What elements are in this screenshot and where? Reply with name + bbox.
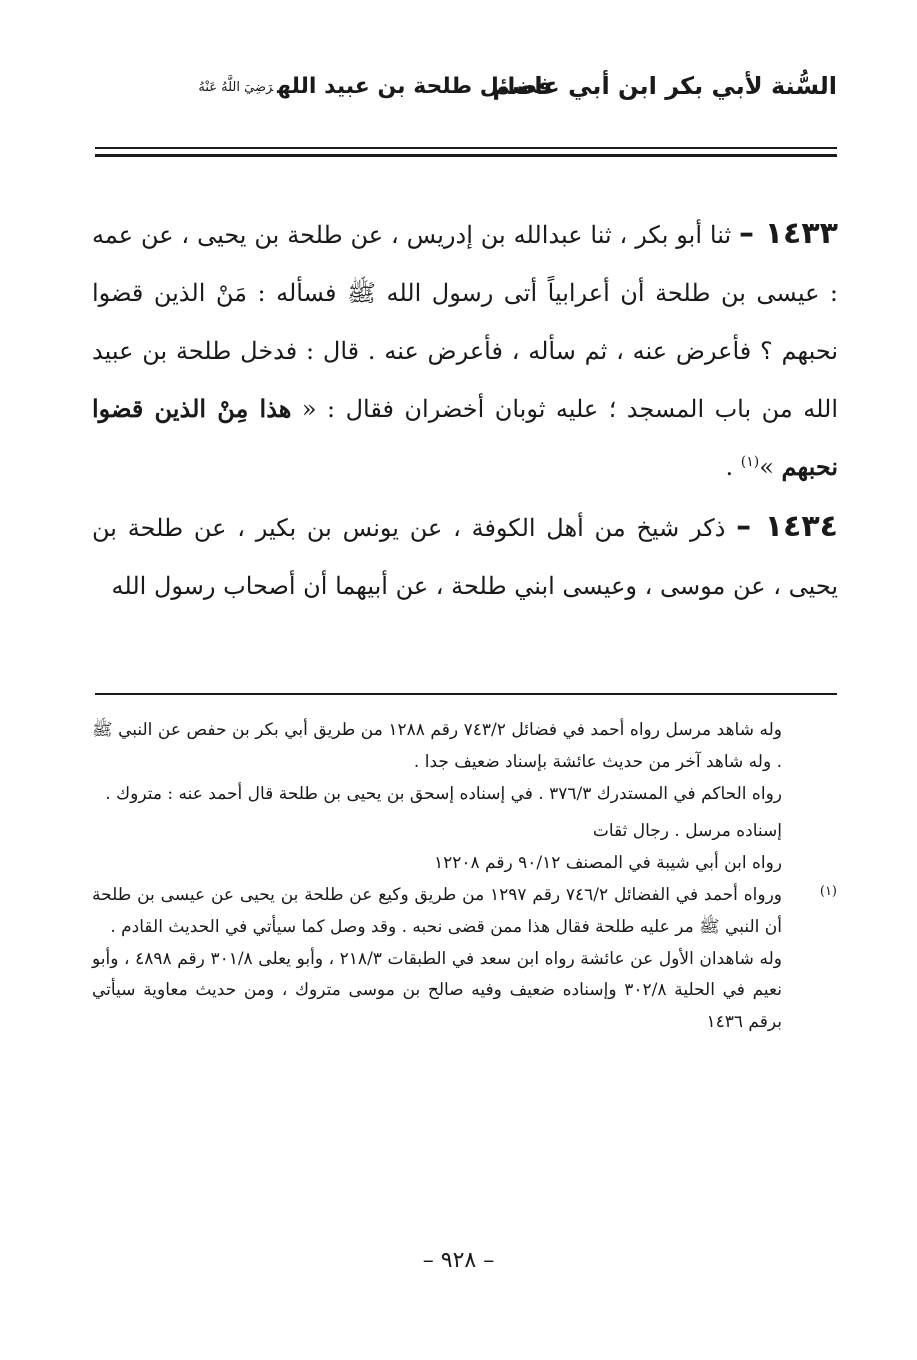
footnote-line: وله شاهدان الأول عن عائشة رواه ابن سعد في الطبقات ٢١٨/٣ ، وأبو يعلى ٣٠١/٨ رقم ٤٨٩٨ ، وأبو نعيم في الحلية ٣٠٢/٨ وإسناده ضعيف وفيه صالح بن موسى متروك ، ومن حديث معاوية سيأتي برقم ١٤٣٦: [92, 948, 782, 1033]
footnote-separator: [95, 693, 837, 695]
chapter-title: [198, 74, 552, 99]
hadith-1433-text: ثنا أبو بكر ، ثنا عبدالله بن إدريس ، عن طلحة بن يحيى ، عن عمه : عيسى بن طلحة أن أعرابياً أتى رسول الله ﷺ فسأله : مَنْ الذين قضوا نحبهم ؟ فأعرض عنه ، ثم سأله ، فأعرض عنه . قال : فدخل طلحة بن عبيد الله من باب المسجد ؛ عليه ثوبان أخضران فقال : «: [92, 221, 838, 423]
footnotes: [92, 715, 782, 1039]
footnote-line: إسناده مرسل . رجال ثقات: [592, 821, 782, 842]
page-header: [95, 70, 837, 114]
hadith-1433: [92, 205, 838, 496]
book-title: السُّنة لأبي بكر ابن أبي عاصم: [492, 72, 837, 100]
page-number: – ٩٢٨ –: [422, 1248, 495, 1273]
hadith-number-1433: ١٤٣٣ –: [739, 216, 838, 251]
hadith-1434-text: ذكر شيخ من أهل الكوفة ، عن يونس بن بكير ، عن طلحة بن يحيى ، عن موسى ، وعيسى ابني طلحة ، عن أبيهما أن أصحاب رسول الله: [92, 514, 838, 600]
footnote-line: وله شاهد مرسل رواه أحمد في فضائل ٧٤٣/٢ رقم ١٢٨٨ من طريق أبي بكر بن حفص عن النبي ﷺ . وله شاهد آخر من حديث عائشة بإسناد ضعيف جدا .: [92, 720, 782, 772]
hadith-1433-quote: هذا مِنْ الذين قضوا نحبهم: [92, 394, 838, 481]
hadith-number-1434: ١٤٣٤ –: [736, 509, 838, 544]
footnote-ref[interactable]: (١): [740, 454, 760, 470]
main-text: [92, 205, 838, 615]
footnote-line: ورواه أحمد في الفضائل ٧٤٦/٢ رقم ١٢٩٧ من طريق وكيع عن طلحة بن يحيى عن عيسى بن طلحة أن النبي ﷺ مر عليه طلحة فقال هذا ممن قضى نحبه . وقد وصل كما سيأتي في الحديث القادم .: [92, 884, 782, 937]
hadith-1434: [92, 498, 838, 615]
footnote-line: رواه الحاكم في المستدرك ٣٧٦/٣ . في إسناده إسحق بن يحيى بن طلحة قال أحمد عنه : متروك .: [105, 783, 782, 804]
chapter-title-text: فضائل طلحة بن عبيد الله: [277, 74, 552, 99]
hadith-1433-quote-close: »: [759, 453, 782, 481]
header-rule-thick: [95, 154, 837, 157]
header-rule-thin: [95, 147, 837, 149]
hadith-1433-end: .: [725, 453, 741, 481]
footnote-marker: (١): [819, 884, 837, 899]
honorific: رَضِيَ اللَّهُ عَنْهُ: [198, 79, 274, 95]
footnote-line: رواه ابن أبي شيبة في المصنف ٩٠/١٢ رقم ١٢٢٠٨: [434, 853, 782, 874]
